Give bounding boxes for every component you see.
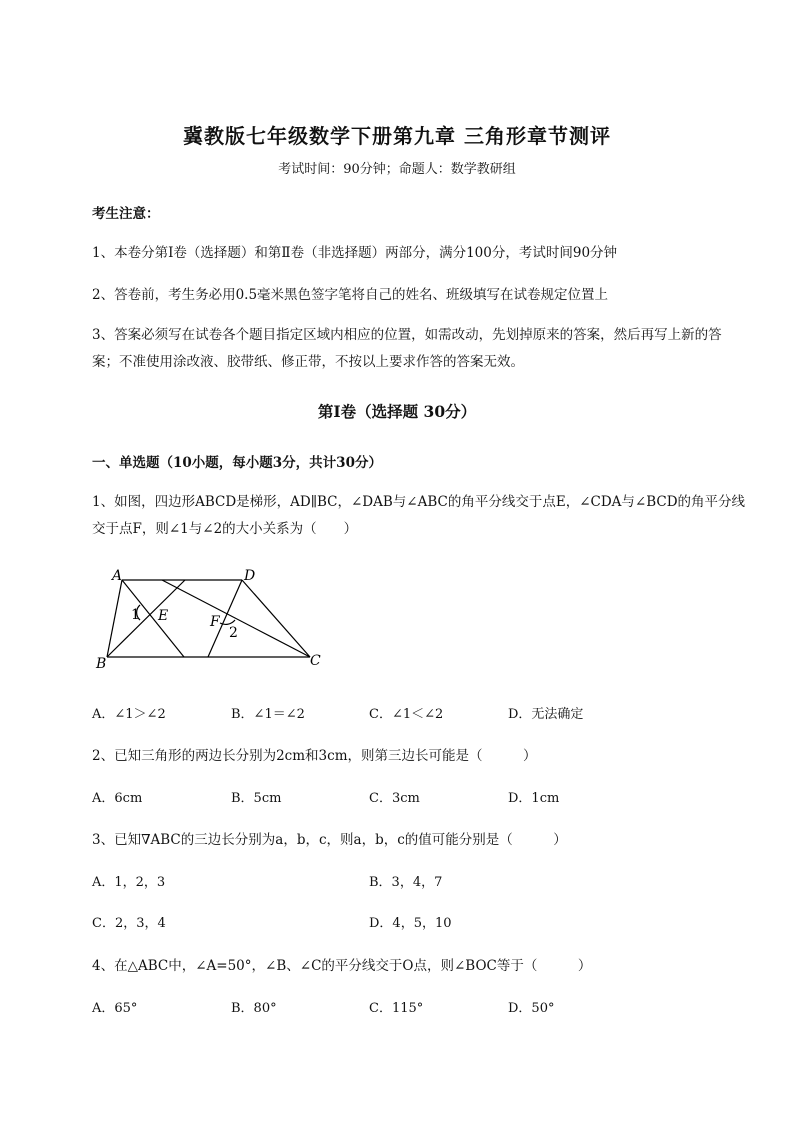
- question-4-stem: 4、在△ABC中，∠A=50°，∠B、∠C的平分线交于O点，则∠BOC等于（ ）: [92, 958, 592, 974]
- q4-option-c: C．115°: [369, 1001, 424, 1016]
- q4-option-a: A．65°: [92, 1001, 138, 1016]
- q4-option-b: B．80°: [231, 1001, 277, 1016]
- notice-item-1: 1、本卷分第I卷（选择题）和第Ⅱ卷（非选择题）两部分，满分100分，考试时间90分钟: [92, 245, 618, 261]
- question-1-stem: 1、如图，四边形ABCD是梯形，AD∥BC，∠DAB与∠ABC的角平分线交于点E，∠CDA与∠BCD的角平分线交于点F，则∠1与∠2的大小关系为（ ）: [92, 494, 746, 537]
- q2-option-d: D．1cm: [508, 791, 560, 806]
- label-a: A: [112, 568, 123, 584]
- q1-option-b: B．∠1＝∠2: [231, 707, 305, 722]
- label-f: F: [210, 614, 220, 630]
- q3-option-b: B．3，4，7: [369, 875, 443, 890]
- q1-option-a: A．∠1＞∠2: [92, 707, 166, 722]
- notice-item-3: 3、答案必须写在试卷各个题目指定区域内相应的位置，如需改动，先划掉原来的答案，然后再写上新的答案；不准使用涂改液、胶带纸、修正带，不按以上要求作答的答案无效。: [92, 327, 722, 370]
- q3-option-c: C．2，3，4: [92, 916, 166, 931]
- exam-info: 考试时间：90分钟；命题人：数学教研组: [278, 162, 516, 177]
- q1-option-d: D．无法确定: [508, 707, 584, 722]
- notice-item-2: 2、答卷前，考生务必用0.5毫米黑色签字笔将自己的姓名、班级填写在试卷规定位置上: [92, 287, 609, 303]
- notice-heading: 考生注意：: [92, 206, 160, 222]
- q4-option-d: D．50°: [508, 1001, 555, 1016]
- section-title: 第I卷（选择题 30分）: [317, 402, 477, 421]
- question-3-stem: 3、已知∇ABC的三边长分别为a，b，c，则a，b，c的值可能分别是（ ）: [92, 832, 567, 848]
- label-angle-1: 1: [131, 607, 140, 623]
- q3-option-d: D．4，5，10: [369, 916, 452, 931]
- part-heading: 一、单选题（10小题，每小题3分，共计30分）: [92, 455, 382, 471]
- label-angle-2: 2: [229, 625, 238, 641]
- trapezoid-figure: [92, 565, 332, 675]
- q2-option-a: A．6cm: [92, 791, 143, 806]
- label-b: B: [96, 656, 107, 672]
- q3-option-a: A．1，2，3: [92, 875, 166, 890]
- page-title: 冀教版七年级数学下册第九章 三角形章节测评: [183, 124, 611, 148]
- label-c: C: [310, 653, 321, 669]
- q2-option-b: B．5cm: [231, 791, 282, 806]
- label-e: E: [158, 608, 169, 624]
- q2-option-c: C．3cm: [369, 791, 420, 806]
- question-2-stem: 2、已知三角形的两边长分别为2cm和3cm，则第三边长可能是（ ）: [92, 748, 537, 764]
- label-d: D: [244, 568, 256, 584]
- q1-option-c: C．∠1＜∠2: [369, 707, 444, 722]
